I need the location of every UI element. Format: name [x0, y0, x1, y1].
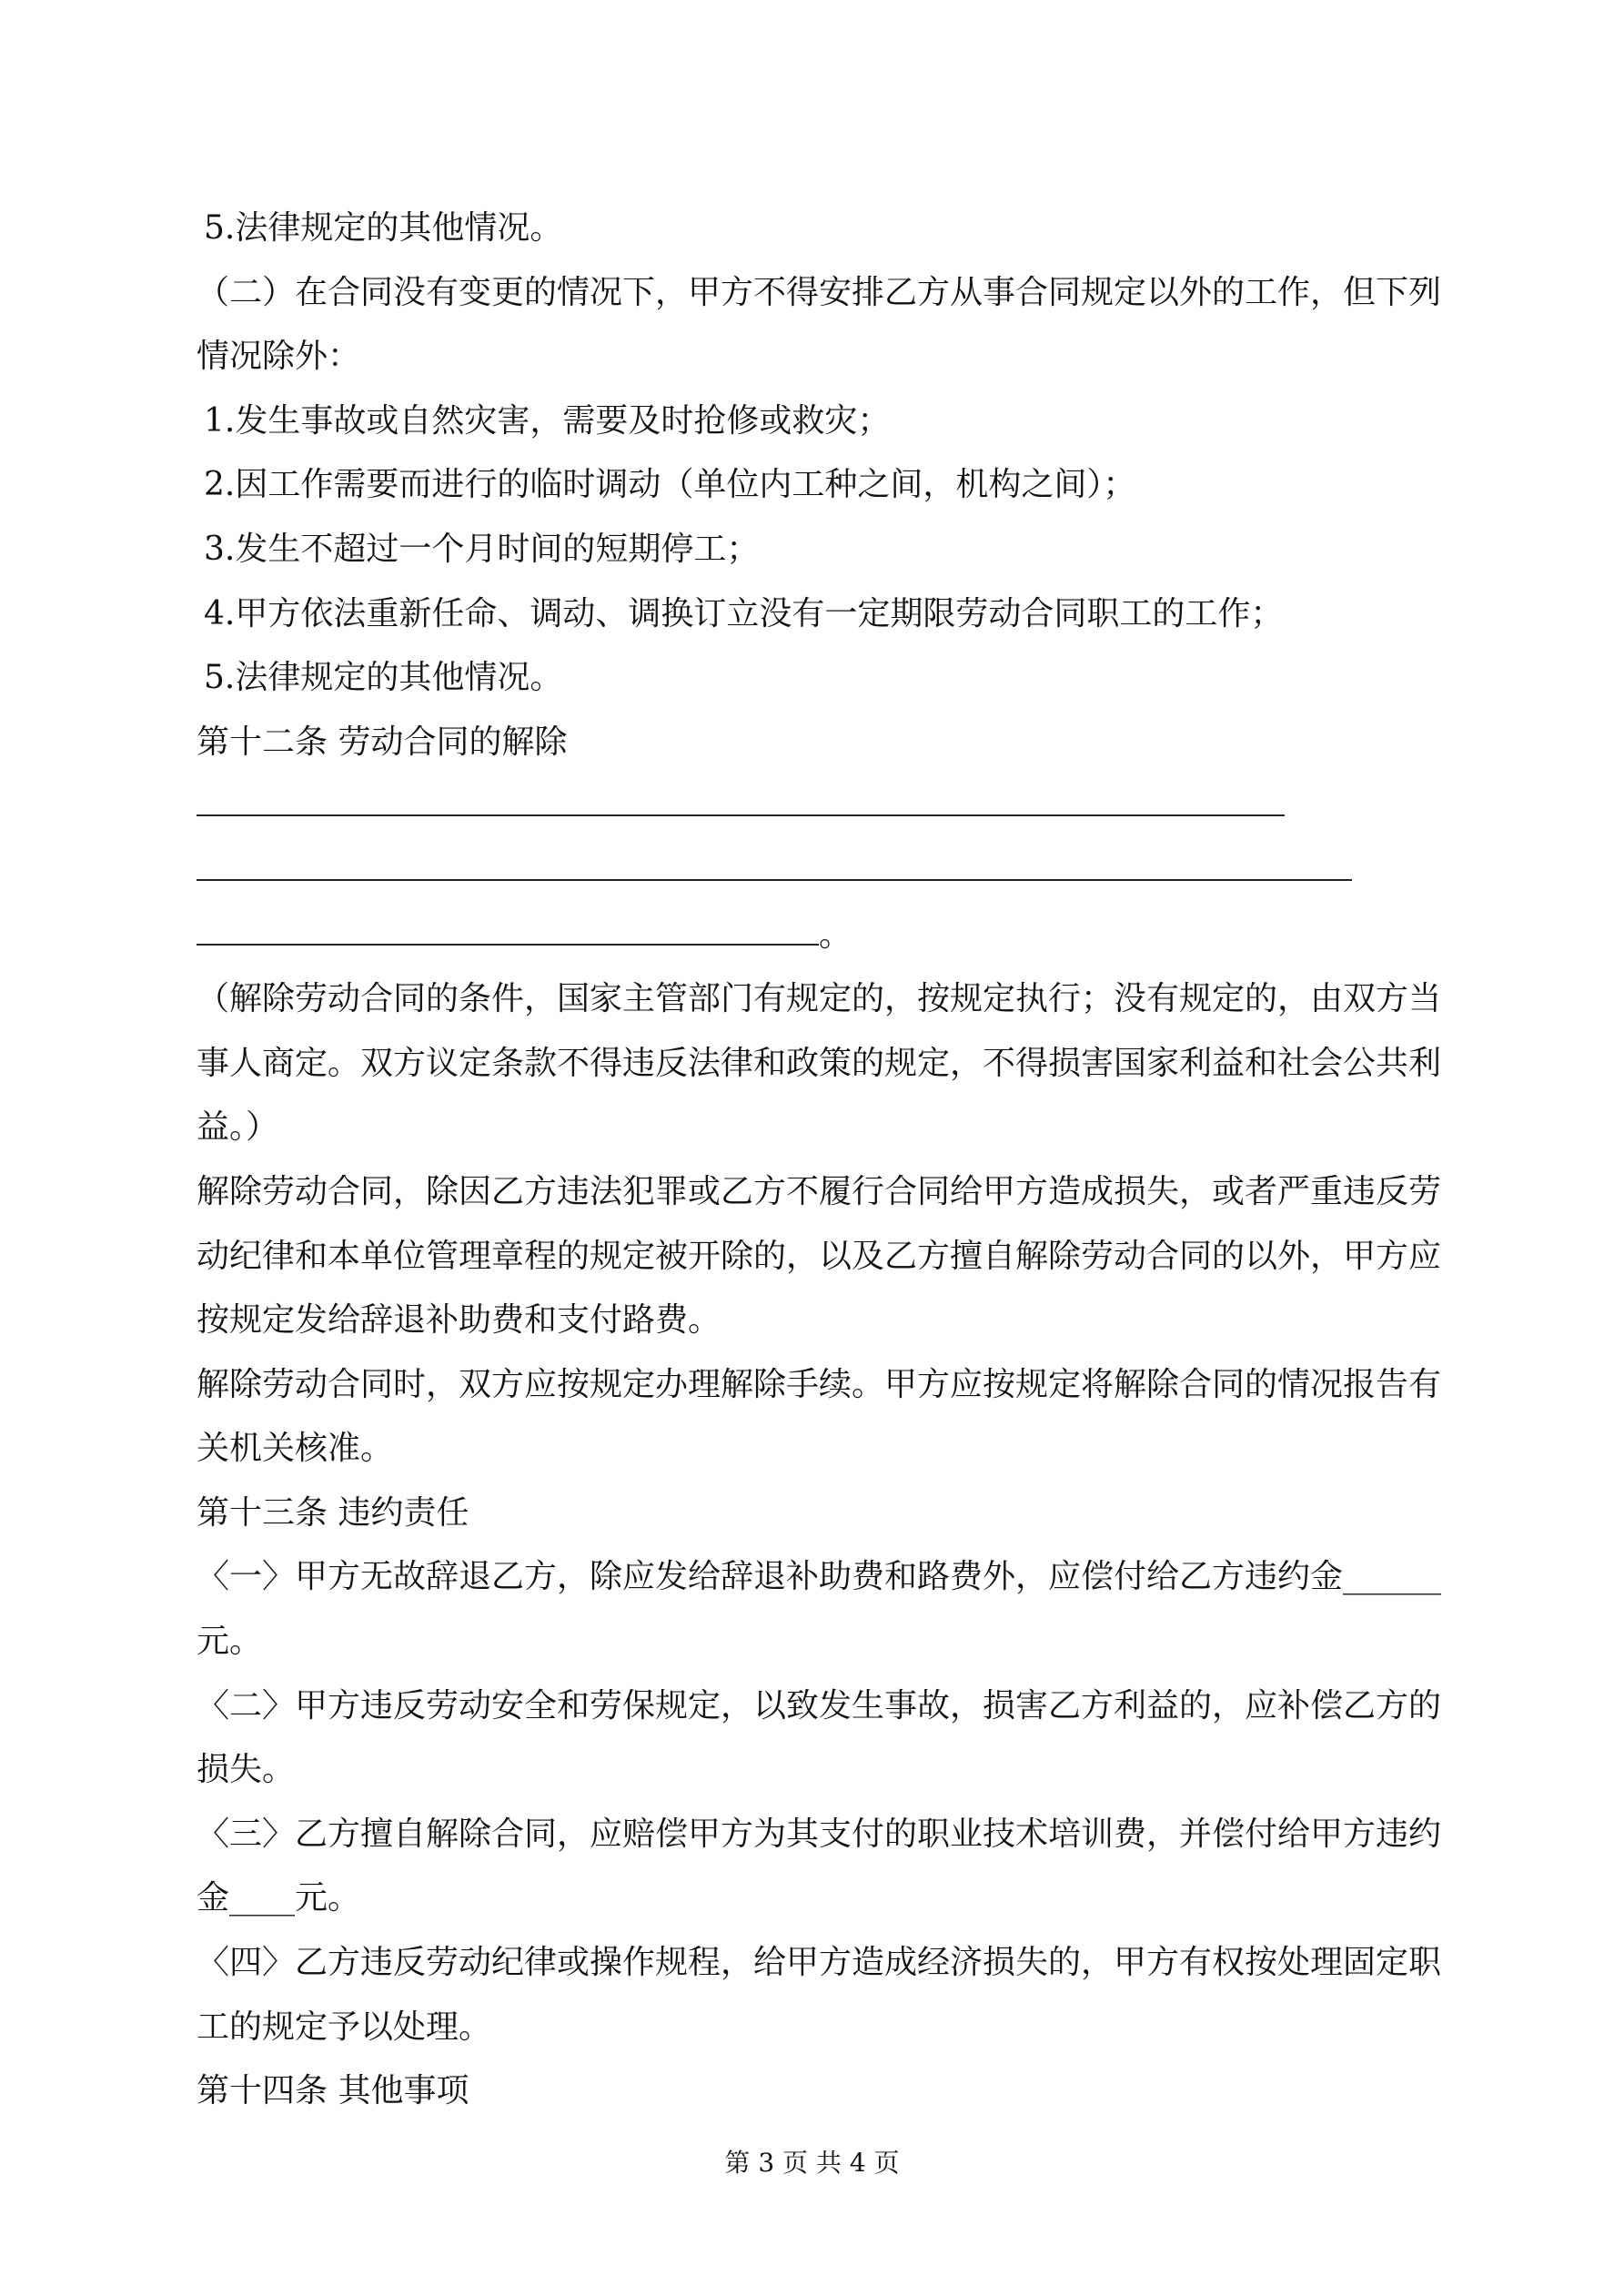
paragraph-line: 工的规定予以处理。 — [197, 2008, 492, 2046]
list-item: 1.发生事故或自然灾害，需要及时抢修或救灾； — [204, 401, 891, 440]
fill-in-blank — [197, 848, 1352, 881]
period: 。 — [819, 915, 852, 954]
paragraph-line: 〈四〉乙方违反劳动纪律或操作规程，给甲方造成经济损失的，甲方有权按处理固定职 — [197, 1944, 1442, 1982]
page-number-footer: 第 3 页 共 4 页 — [724, 2148, 900, 2178]
paragraph-line: 情况除外： — [197, 338, 361, 376]
section-heading: 第十三条 违约责任 — [197, 1493, 469, 1532]
paragraph-line: 解除劳动合同时，双方应按规定办理解除手续。甲方应按规定将解除合同的情况报告有 — [197, 1365, 1442, 1403]
list-item: 2.因工作需要而进行的临时调动（单位内工种之间，机构之间）； — [204, 466, 1136, 504]
paragraph-line: 〈三〉乙方擅自解除合同，应赔偿甲方为其支付的职业技术培训费，并偿付给甲方违约 — [197, 1815, 1442, 1853]
paragraph-line: 关机关核准。 — [197, 1430, 394, 1468]
list-item: 5.法律规定的其他情况。 — [204, 209, 563, 247]
section-heading: 第十二条 劳动合同的解除 — [197, 723, 568, 761]
paragraph-line: （二）在合同没有变更的情况下，甲方不得安排乙方从事合同规定以外的工作，但下列 — [197, 273, 1442, 311]
paragraph-line: 元。 — [197, 1623, 263, 1661]
paragraph-line: 金____元。 — [197, 1879, 361, 1917]
blank-line — [197, 904, 1443, 968]
paragraph-line: 益。） — [197, 1108, 279, 1147]
blank-line — [197, 774, 1443, 839]
list-item: 5.法律规定的其他情况。 — [204, 659, 563, 697]
list-item: 3.发生不超过一个月时间的短期停工； — [204, 530, 760, 568]
section-heading: 第十四条 其他事项 — [197, 2072, 469, 2110]
fill-in-blank — [197, 784, 1285, 816]
paragraph-line: 动纪律和本单位管理章程的规定被开除的，以及乙方擅自解除劳动合同的以外，甲方应 — [197, 1237, 1442, 1275]
paragraph-line: （解除劳动合同的条件，国家主管部门有规定的，按规定执行；没有规定的，由双方当 — [197, 980, 1442, 1018]
list-item: 4.甲方依法重新任命、调动、调换订立没有一定期限劳动合同职工的工作； — [204, 594, 1284, 632]
paragraph-line: 〈一〉甲方无故辞退乙方，除应发给辞退补助费和路费外，应偿付给乙方违约金______ — [197, 1558, 1442, 1596]
paragraph-line: 按规定发给辞退补助费和支付路费。 — [197, 1301, 721, 1340]
paragraph-line: 事人商定。双方议定条款不得违反法律和政策的规定，不得损害国家利益和社会公共利 — [197, 1044, 1442, 1082]
paragraph-line: 解除劳动合同，除因乙方违法犯罪或乙方不履行合同给甲方造成损失，或者严重违反劳 — [197, 1172, 1442, 1210]
blank-line — [197, 839, 1443, 904]
fill-in-blank — [197, 913, 819, 946]
document-page — [197, 197, 1443, 2124]
paragraph-line: 〈二〉甲方违反劳动安全和劳保规定，以致发生事故，损害乙方利益的，应补偿乙方的 — [197, 1686, 1442, 1725]
paragraph-line: 损失。 — [197, 1751, 296, 1789]
